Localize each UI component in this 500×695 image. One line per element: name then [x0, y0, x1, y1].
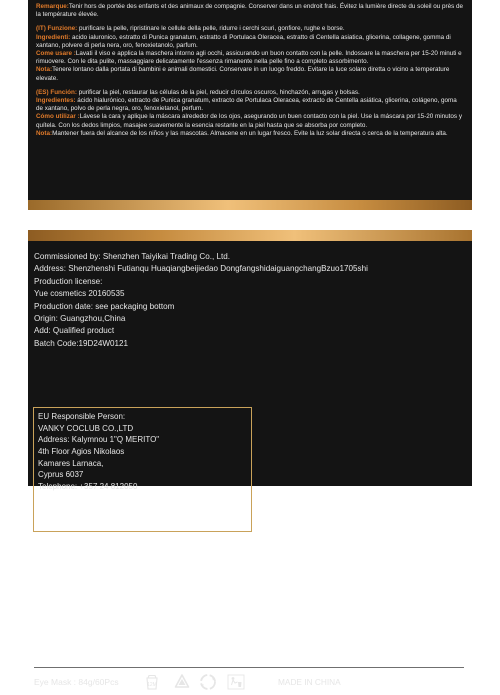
it-function-text: purificare la pelle, ripristinare le cellule della pelle, ridurre i cerchi scuri, gonfiore, rughe e borse.	[77, 25, 345, 33]
it-section	[36, 25, 464, 82]
multilingual-instructions-panel	[28, 0, 472, 210]
es-function-label: (ES) Función:	[36, 88, 77, 96]
it-function-label: (IT) Funzione:	[36, 25, 78, 33]
origin-line: Origin: Guangzhou,China	[34, 313, 126, 323]
es-section	[36, 89, 464, 138]
it-note-label: Nota:	[36, 66, 53, 74]
production-license-line: Production license:	[34, 276, 103, 286]
pao-12m-icon	[142, 672, 162, 692]
manufacturer-info	[34, 251, 470, 350]
product-weight-label: Eye Mask : 84g/60Pcs	[34, 677, 119, 687]
it-usage-label: Come usare :	[36, 50, 76, 58]
made-in-china-label: MADE IN CHINA	[278, 677, 341, 687]
es-usage-text: Lávese la cara y aplique la máscara alrededor de los ojos, asegurando un buen contacto con la piel. Use la máscara por 15-20 minutos y quítela. Con los dedos limpios, masajee suavemente la esencia restante en la piel hasta que se absorba por completo.	[36, 113, 462, 129]
license-number-line: Yue cosmetics 20160535	[34, 289, 125, 299]
it-usage-text: Lavati il viso e applica la maschera intorno agli occhi, assicurando un buon contatto con la pelle. Indossare la maschera per 15-20 minuti e rimuovere. Con le dita pulite, massaggiare delicatamente l'essenza rimanente nella pelle fino a completo assorbimento.	[36, 50, 462, 66]
es-note-label: Nota:	[36, 129, 53, 137]
footer	[34, 669, 470, 695]
es-ingredients-text: ácido hialurónico, extracto de Punica granatum, extracto de Portulaca Oleracea, extracto de Centella asiática, glicerina, colágeno, goma de xantano, polvo de perla negra, oro, fenoxietanol, perfum.	[36, 97, 457, 113]
eu-address-1: Address: Kalymnou 1"Q MERITO"	[38, 435, 160, 445]
instructions-text	[36, 3, 464, 144]
production-date-line: Production date: see packaging bottom	[34, 301, 175, 311]
fr-remark-label: Remarque:	[36, 3, 69, 10]
it-ingredients-label: Ingredienti:	[36, 33, 71, 41]
commissioned-by-line: Commissioned by: Shenzhen Taiyikai Trading Co., Ltd.	[34, 252, 230, 261]
tidy-man-icon	[226, 672, 246, 692]
batch-code-line: Batch Code:19D24W0121	[34, 338, 129, 348]
es-note-text: Mantener fuera del alcance de los niños y las mascotas. Almacene en un lugar fresco. Evite la luz solar directa o cerca de la temperatura alta.	[52, 129, 448, 137]
es-function-text: purificar la piel, restaurar las células de la piel, reducir círculos oscuros, hinchazón, arrugas y bolsas.	[76, 88, 360, 96]
product-info-panel	[28, 230, 472, 688]
it-ingredients-text: acido ialuronico, estratto di Punica granatum, estratto di Portulaca Oleracea, estratto di Centella asiatica, glicerina, collagene, gomma di xantano, polvere di perla nera, oro, fenoxietanolo, parfum.	[36, 33, 451, 49]
eu-address-4: Cyprus 6037	[38, 470, 84, 480]
address-line: Address: Shenzhenshi Futianqu Huaqiangbeijiedao DongfangshidaiguangchangBzuo1705shi	[34, 264, 368, 274]
it-note-text: Tenere lontano dalla portata di bambini e animali domestici. Conservare in un luogo freddo. Evitare la luce solare diretta o vicino a temperature elevate.	[36, 66, 450, 82]
eu-company: VANKY COCLUB CO.,LTD	[38, 423, 134, 433]
eu-telephone: Telephone: +357 24 812050	[38, 482, 138, 492]
svg-text:12M: 12M	[147, 682, 157, 688]
qualified-line: Add: Qualified product	[34, 326, 115, 336]
es-usage-label: Cómo utilizar :	[36, 113, 80, 121]
fr-remark-paragraph	[36, 3, 464, 19]
fr-remark-text: Tenir hors de portée des enfants et des animaux de compagnie. Conserver dans un endroit frais. Évitez la lumière directe du soleil ou près de la température élevée.	[36, 3, 464, 19]
eu-responsible-person-box	[33, 407, 252, 532]
footer-divider	[34, 667, 464, 668]
gold-stripe-bottom	[28, 200, 472, 210]
eu-address-3: Kamares Larnaca,	[38, 458, 104, 468]
mobius-recycle-icon	[198, 672, 218, 692]
eu-address-2: 4th Floor Agios Nikolaos	[38, 447, 125, 457]
recycle-icon	[172, 672, 192, 692]
es-ingredients-label: Ingredientes:	[36, 97, 76, 105]
gold-stripe-top	[28, 230, 472, 241]
eu-title: EU Responsible Person:	[38, 412, 126, 421]
